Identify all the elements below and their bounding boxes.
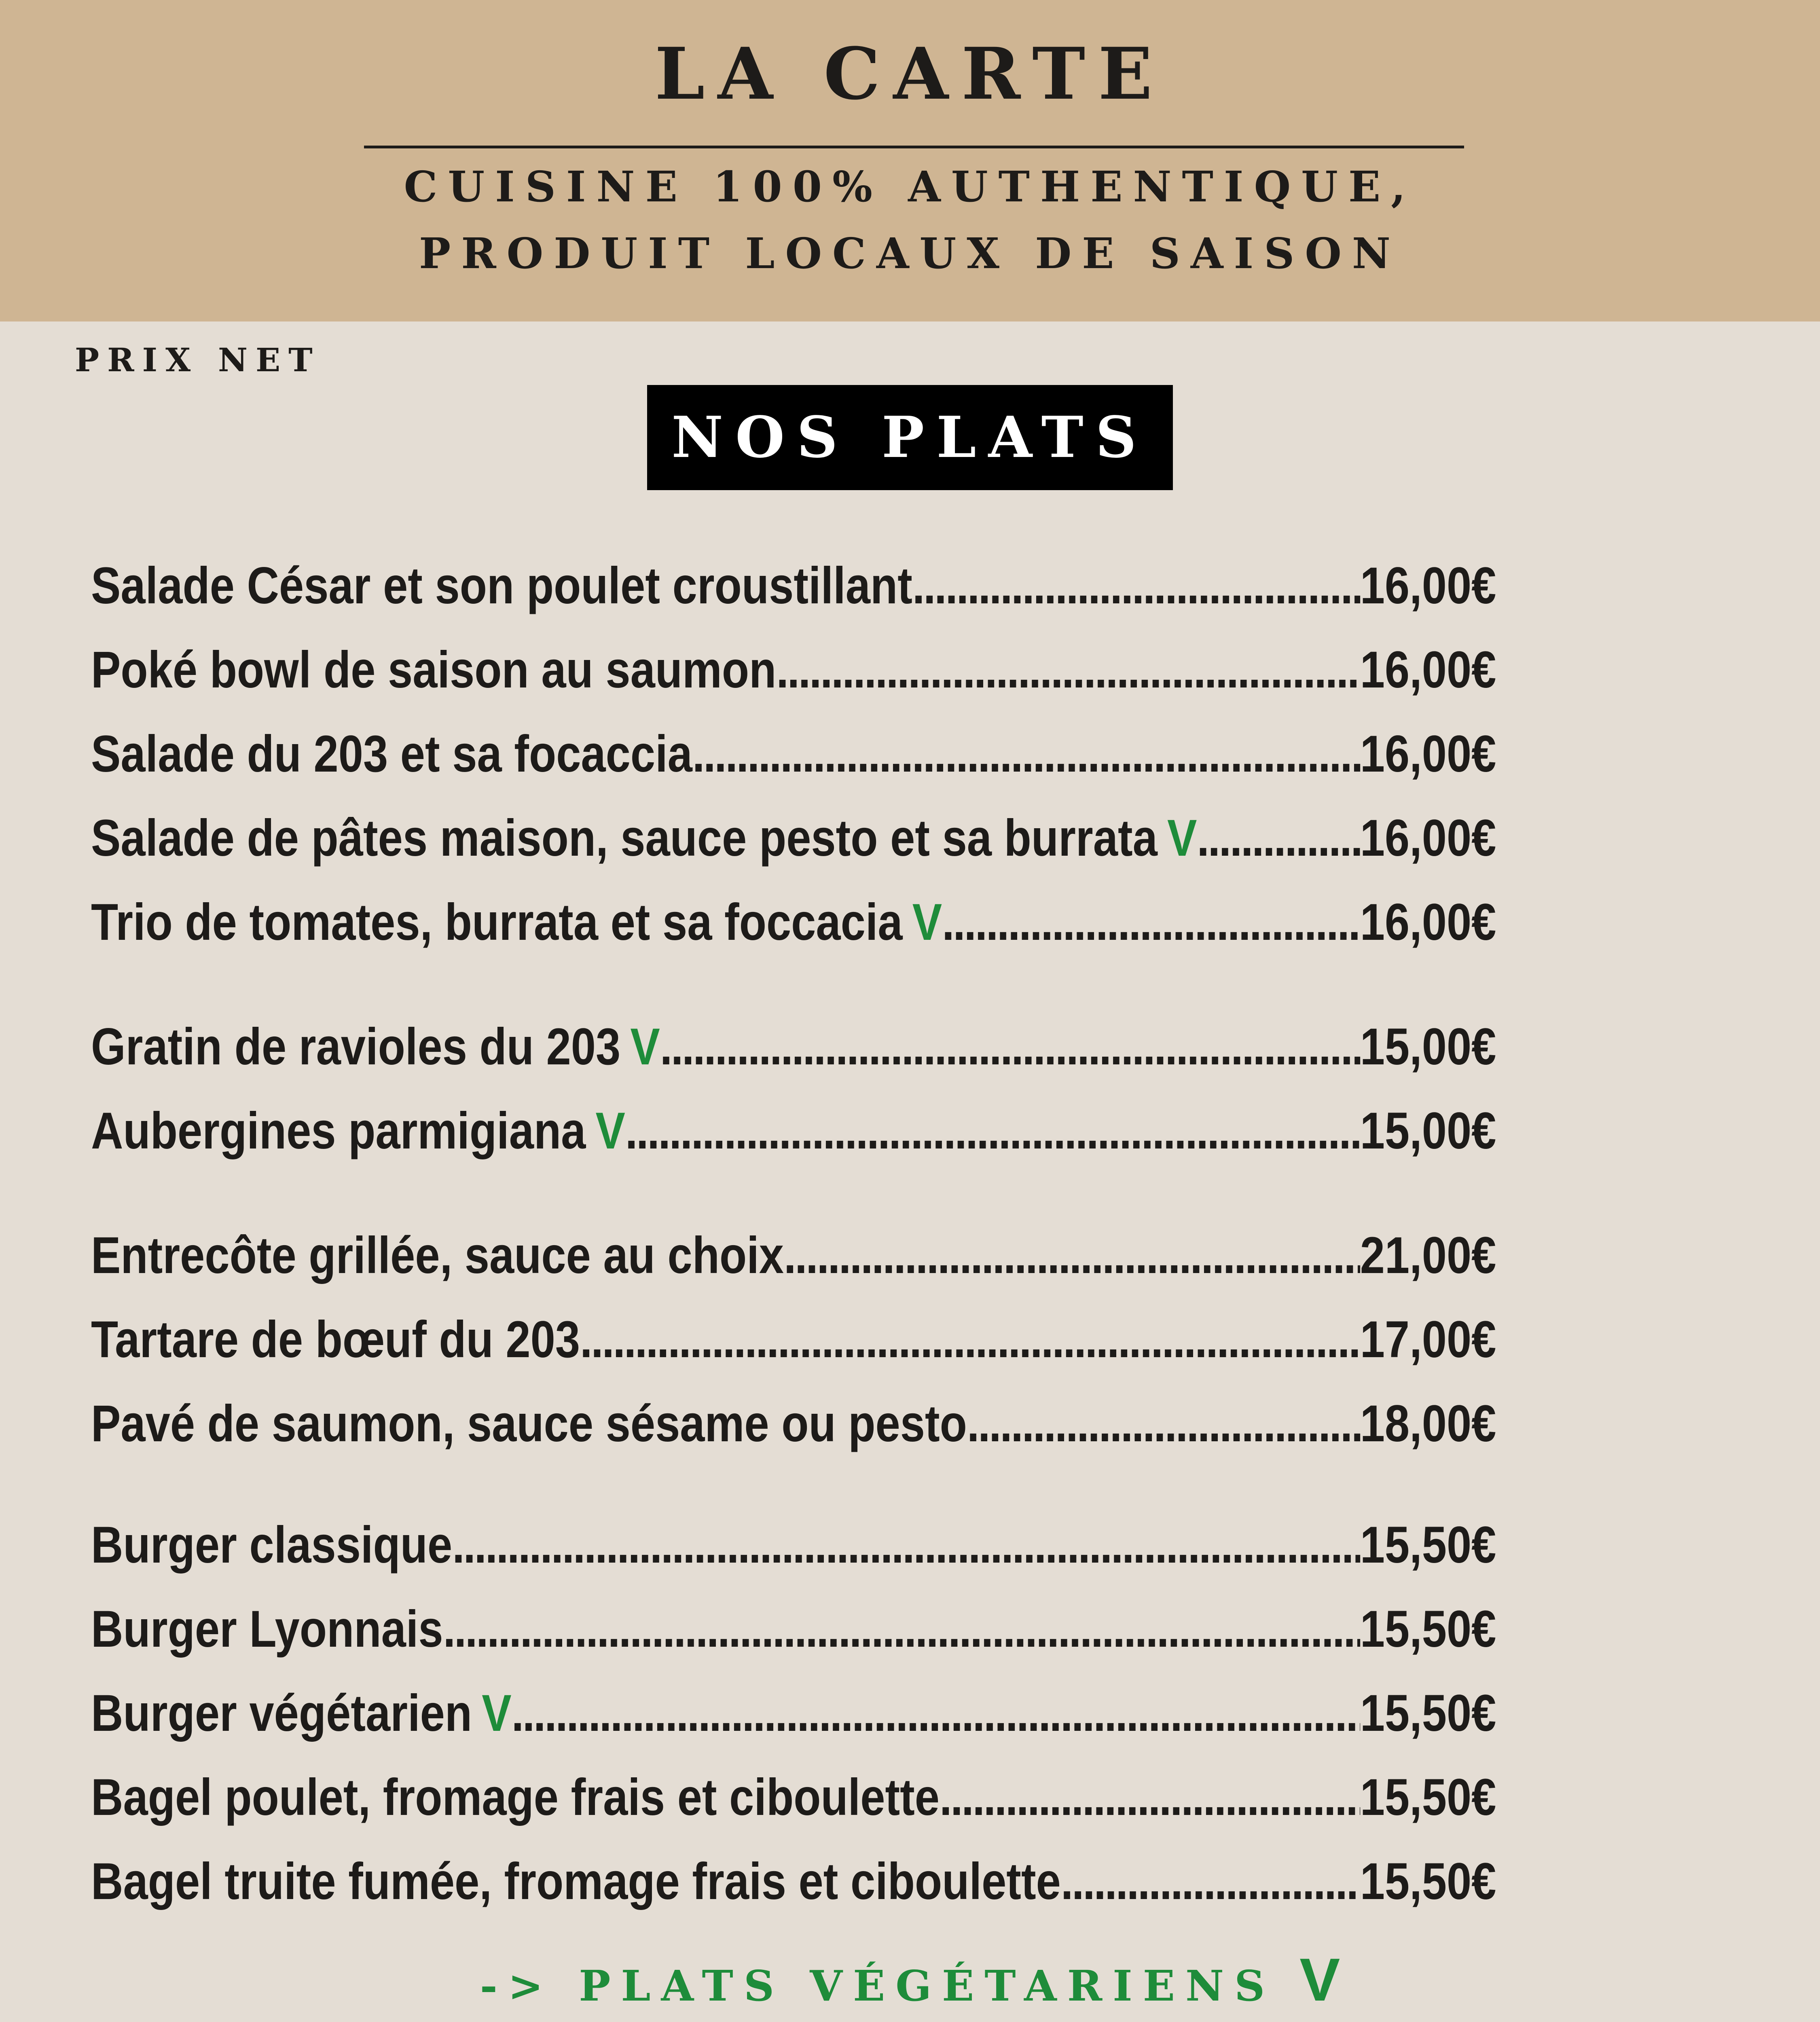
dot-leader [692,728,1360,780]
dot-leader [1197,812,1360,864]
menu-item-name: Gratin de ravioles du 203 [91,1018,621,1076]
menu-title: LA CARTE [654,32,1166,116]
menu-item [91,1751,1496,1826]
menu-item-price: 15,50€ [1360,1516,1496,1574]
menu-item [91,1377,1496,1453]
menu-item [91,1293,1496,1366]
menu-item [91,876,1496,951]
menu-item-name: Burger végétarien [91,1684,472,1742]
title-divider [364,146,1464,148]
menu-item-name: Entrecôte grillée, sauce au choix [91,1227,784,1284]
menu-item [91,1209,1496,1282]
menu-item-price: 21,00€ [1360,1227,1496,1284]
menu-item-name: Trio de tomates, burrata et sa foccacia [91,893,903,951]
vegetarian-icon: V [630,1018,660,1076]
menu-item-name: Burger Lyonnais [91,1600,443,1658]
section-heading-plats: NOS PLATS [647,385,1173,490]
menu-item-price: 15,50€ [1360,1768,1496,1826]
menu-item-name: Poké bowl de saison au saumon [91,641,777,699]
dot-leader [967,1398,1360,1450]
dot-leader [443,1603,1360,1655]
menu-item [91,1000,1496,1076]
menu-item-price: 18,00€ [1360,1395,1496,1453]
menu-item-price: 16,00€ [1360,809,1496,867]
menu-item [91,539,1496,615]
vegetarian-icon: V [595,1102,625,1160]
menu-item-name: Salade de pâtes maison, sauce pesto et sa burrata [91,809,1158,867]
menu-item-name: Salade du 203 et sa focaccia [91,725,692,783]
menu-item [91,1667,1496,1742]
menu-item-price: 16,00€ [1360,893,1496,951]
dot-leader [1061,1856,1360,1908]
dot-leader [625,1105,1360,1157]
menu-item [91,1084,1496,1160]
vegetarian-legend-text: -> PLATS VÉGÉTARIENS [480,1961,1276,2011]
menu-item [91,707,1496,783]
menu-item-name: Bagel truite fumée, fromage frais et ciboulette [91,1853,1061,1910]
menu-header [0,0,1820,321]
menu-subtitle-line2: PRODUIT LOCAUX DE SAISON [419,228,1401,278]
dot-leader [940,1772,1360,1823]
dot-leader [580,1314,1360,1366]
menu-item-price: 15,50€ [1360,1853,1496,1910]
dot-leader [660,1021,1360,1073]
dot-leader [776,644,1360,696]
menu-item-price: 15,50€ [1360,1600,1496,1658]
dot-leader [452,1519,1360,1571]
vegetarian-icon: V [1299,1946,1340,2014]
dot-leader [942,897,1360,948]
dot-leader [784,1230,1360,1282]
menu-item [91,623,1496,699]
menu-item [91,1498,1496,1574]
menu-item-name: Tartare de bœuf du 203 [91,1311,580,1368]
menu-item-price: 15,00€ [1360,1018,1496,1076]
menu-item-name: Aubergines parmigiana [91,1102,586,1160]
menu-item-price: 15,00€ [1360,1102,1496,1160]
menu-item-price: 16,00€ [1360,557,1496,615]
dot-leader [512,1688,1360,1739]
vegetarian-icon: V [482,1684,512,1742]
menu-item-price: 15,50€ [1360,1684,1496,1742]
menu-item-price: 16,00€ [1360,725,1496,783]
vegetarian-icon: V [912,893,942,951]
prix-net-label: PRIX NET [75,341,321,379]
menu-item-name: Burger classique [91,1516,453,1574]
menu-item-price: 17,00€ [1360,1311,1496,1368]
vegetarian-icon: V [1167,809,1197,867]
menu-item-name: Pavé de saumon, sauce sésame ou pesto [91,1395,967,1453]
menu-item [91,791,1496,867]
menu-item-name: Bagel poulet, fromage frais et ciboulette [91,1768,940,1826]
dot-leader [912,560,1360,612]
vegetarian-legend [0,1946,1820,2014]
menu-item [91,1835,1496,1908]
menu-item [91,1582,1496,1658]
menu-subtitle-line1: CUISINE 100% AUTHENTIQUE, [404,162,1416,212]
menu-item-name: Salade César et son poulet croustillant [91,557,912,615]
menu-item-price: 16,00€ [1360,641,1496,699]
